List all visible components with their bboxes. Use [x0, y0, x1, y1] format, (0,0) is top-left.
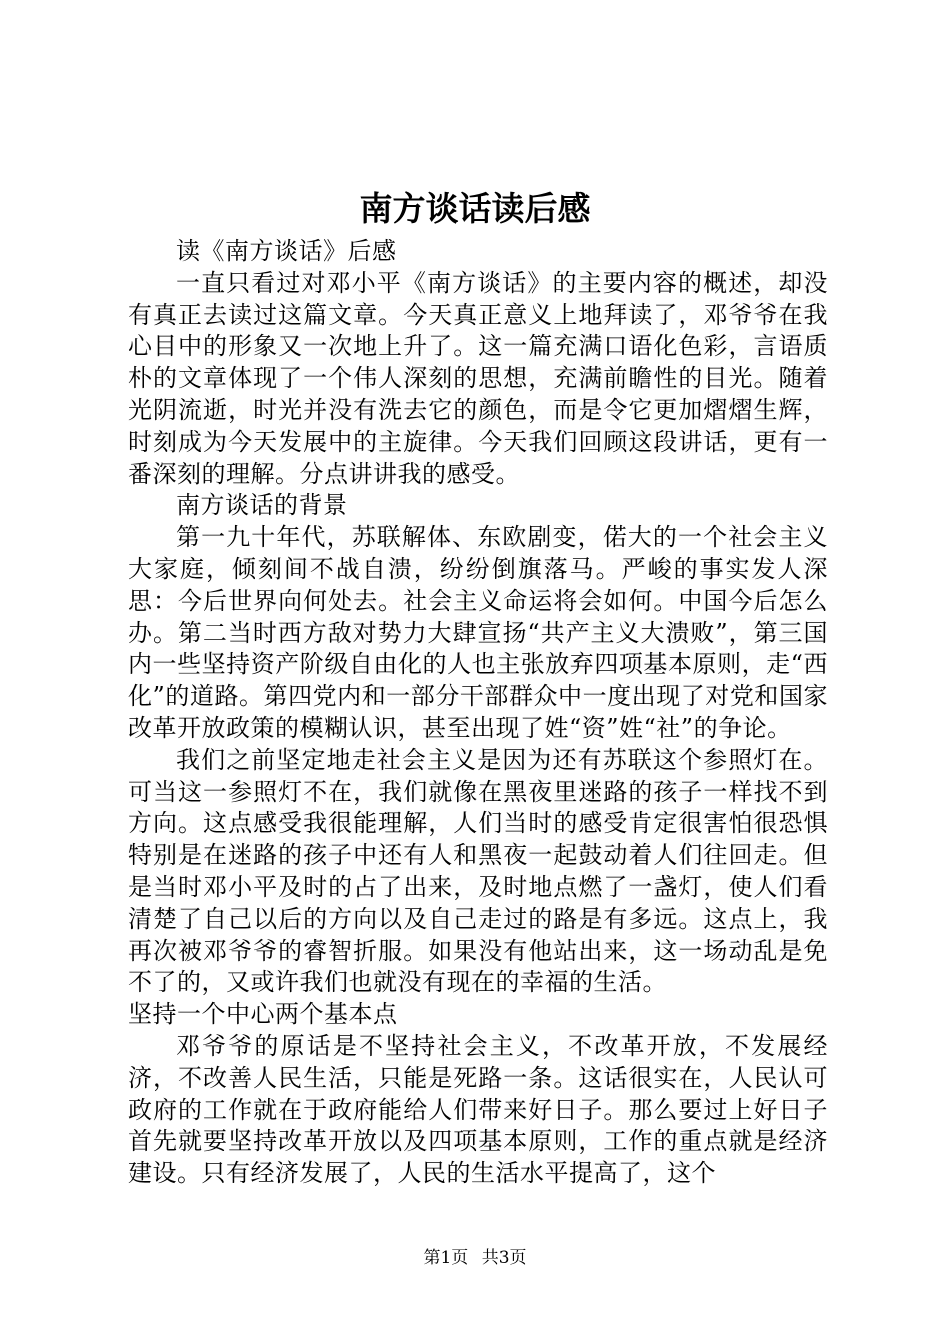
page-number: 第1页 [423, 1248, 469, 1268]
document-body [128, 236, 828, 1190]
paragraph-subtitle: 读《南方谈话》后感 [176, 237, 397, 265]
section-heading-background: 南方谈话的背景 [176, 491, 348, 520]
paragraph-intro: 一直只看过对邓小平《南方谈话》的主要内容的概述，却没有真正去读过这篇文章。今天真正意义上地拜读了，邓爷爷在我心目中的形象又一次地上升了。这一篇充满口语化色彩，言语质朴的文章体现了一个伟人深刻的思想，充满前瞻性的目光。随着光阴流逝，时光并没有洗去它的颜色，而是令它更加熠熠生辉，时刻成为今天发展中的主旋律。今天我们回顾这段讲话，更有一番深刻的理解。分点讲讲我的感受。 [128, 268, 828, 488]
page-total: 共3页 [481, 1248, 527, 1268]
page-footer [0, 1243, 950, 1268]
paragraph-reflection: 我们之前坚定地走社会主义是因为还有苏联这个参照灯在。可当这一参照灯不在，我们就像在黑夜里迷路的孩子一样找不到方向。这点感受我很能理解，人们当时的感受肯定很害怕很恐惧特别是在迷路的孩子中还有人和黑夜一起鼓动着人们往回走。但是当时邓小平及时的占了出来，及时地点燃了一盏灯，使人们看清楚了自己以后的方向以及自己走过的路是有多远。这点上，我再次被邓爷爷的睿智折服。如果没有他站出来，这一场动乱是免不了的，又或许我们也就没有现在的幸福的生活。 [128, 745, 828, 997]
paragraph-economy: 邓爷爷的原话是不坚持社会主义，不改革开放，不发展经济，不改善人民生活，只能是死路一条。这话很实在，人民认可政府的工作就在于政府能给人们带来好日子。那么要过上好日子首先就要坚持改革开放以及四项基本原则，工作的重点就是经济建设。只有经济发展了，人民的生活水平提高了，这个 [128, 1031, 828, 1188]
section-heading-center: 坚持一个中心两个基本点 [128, 1000, 398, 1029]
paragraph-background: 第一九十年代，苏联解体、东欧剧变，偌大的一个社会主义大家庭，倾刻间不战自溃，纷纷倒旗落马。严峻的事实发人深思：今后世界向何处去。社会主义命运将会如何。中国今后怎么办。第二当时西方敌对势力大肆宣扬“共产主义大溃败”，第三国内一些坚持资产阶级自由化的人也主张放弃四项基本原则，走“西化”的道路。第四党内和一部分干部群众中一度出现了对党和国家改革开放政策的模糊认识，甚至出现了姓“资”姓“社”的争论。 [128, 523, 828, 742]
document-title: 南方谈话读后感 [359, 189, 591, 228]
